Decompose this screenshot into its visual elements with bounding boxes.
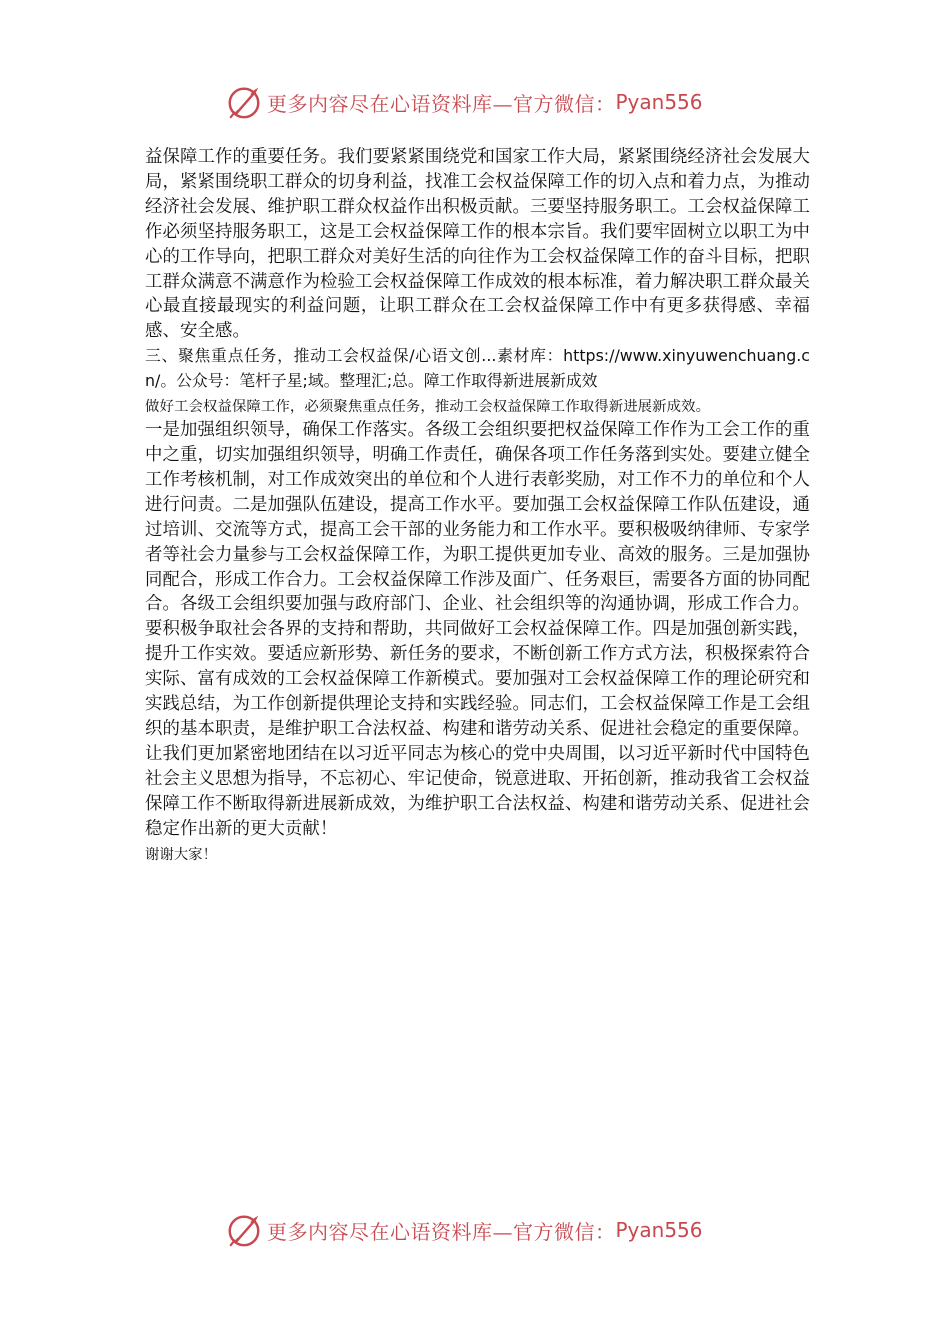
section-heading: 三、聚焦重点任务，推动工会权益保/心语文创...素材库：https://www.xinyuwenchuang.cn/。公众号：笔杆子星;域。整理汇;总。障工作取得新进展新成效 [145, 346, 810, 391]
quill-pen-logo-icon [225, 1211, 263, 1249]
banner-text: 更多内容尽在心语资料库—官方微信： [267, 91, 616, 116]
footer-banner [225, 1210, 725, 1250]
banner-text: 更多内容尽在心语资料库—官方微信： [267, 1219, 616, 1244]
banner-wechat-id: Pyan556 [615, 90, 703, 114]
banner-wechat-id: Pyan556 [615, 1218, 703, 1242]
closing-text: 谢谢大家！ [145, 847, 217, 864]
quill-pen-logo-icon [225, 83, 263, 121]
body-paragraph: 一是加强组织领导，确保工作落实。各级工会组织要把权益保障工作作为工会工作的重中之重，切实加强组织领导，明确工作责任，确保各项工作任务落到实处。要建立健全工作考核机制，对工作成效突出的单位和个人进行表彰奖励，对工作不力的单位和个人进行问责。二是加强队伍建设，提高工作水平。要加强工会权益保障工作队伍建设，通过培训、交流等方式，提高工会干部的业务能力和工作水平。要积极吸纳律师、专家学者等社会力量参与工会权益保障工作，为职工提供更加专业、高效的服务。三是加强协同配合，形成工作合力。工会权益保障工作涉及面广、任务艰巨，需要各方面的协同配合。各级工会组织要加强与政府部门、企业、社会组织等的沟通协调，形成工作合力。要积极争取社会各界的支持和帮助，共同做好工会权益保障工作。四是加强创新实践，提升工作实效。要适应新形势、新任务的要求，不断创新工作方式方法，积极探索符合实际、富有成效的工会权益保障工作新模式。要加强对工会权益保障工作的理论研究和实践总结，为工作创新提供理论支持和实践经验。同志们，工会权益保障工作是工会组织的基本职责，是维护职工合法权益、构建和谐劳动关系、促进社会稳定的重要保障。让我们更加紧密地团结在以习近平同志为核心的党中央周围，以习近平新时代中国特色社会主义思想为指导，不忘初心、牢记使命，锐意进取、开拓创新，推动我省工会权益保障工作不断取得新进展新成效，为维护职工合法权益、构建和谐劳动关系、促进社会稳定作出新的更大贡献！ [145, 420, 810, 839]
header-banner [225, 82, 725, 122]
section-intro: 做好工会权益保障工作，必须聚焦重点任务，推动工会权益保障工作取得新进展新成效。 [145, 399, 711, 416]
document-body [145, 145, 810, 866]
body-paragraph: 益保障工作的重要任务。我们要紧紧围绕党和国家工作大局，紧紧围绕经济社会发展大局，紧紧围绕职工群众的切身利益，找准工会权益保障工作的切入点和着力点，为推动经济社会发展、维护职工群众权益作出积极贡献。三要坚持服务职工。工会权益保障工作必须坚持服务职工，这是工会权益保障工作的根本宗旨。我们要牢固树立以职工为中心的工作导向，把职工群众对美好生活的向往作为工会权益保障工作的奋斗目标，把职工群众满意不满意作为检验工会权益保障工作成效的根本标准，着力解决职工群众最关心最直接最现实的利益问题，让职工群众在工会权益保障工作中有更多获得感、幸福感、安全感。 [145, 147, 810, 342]
